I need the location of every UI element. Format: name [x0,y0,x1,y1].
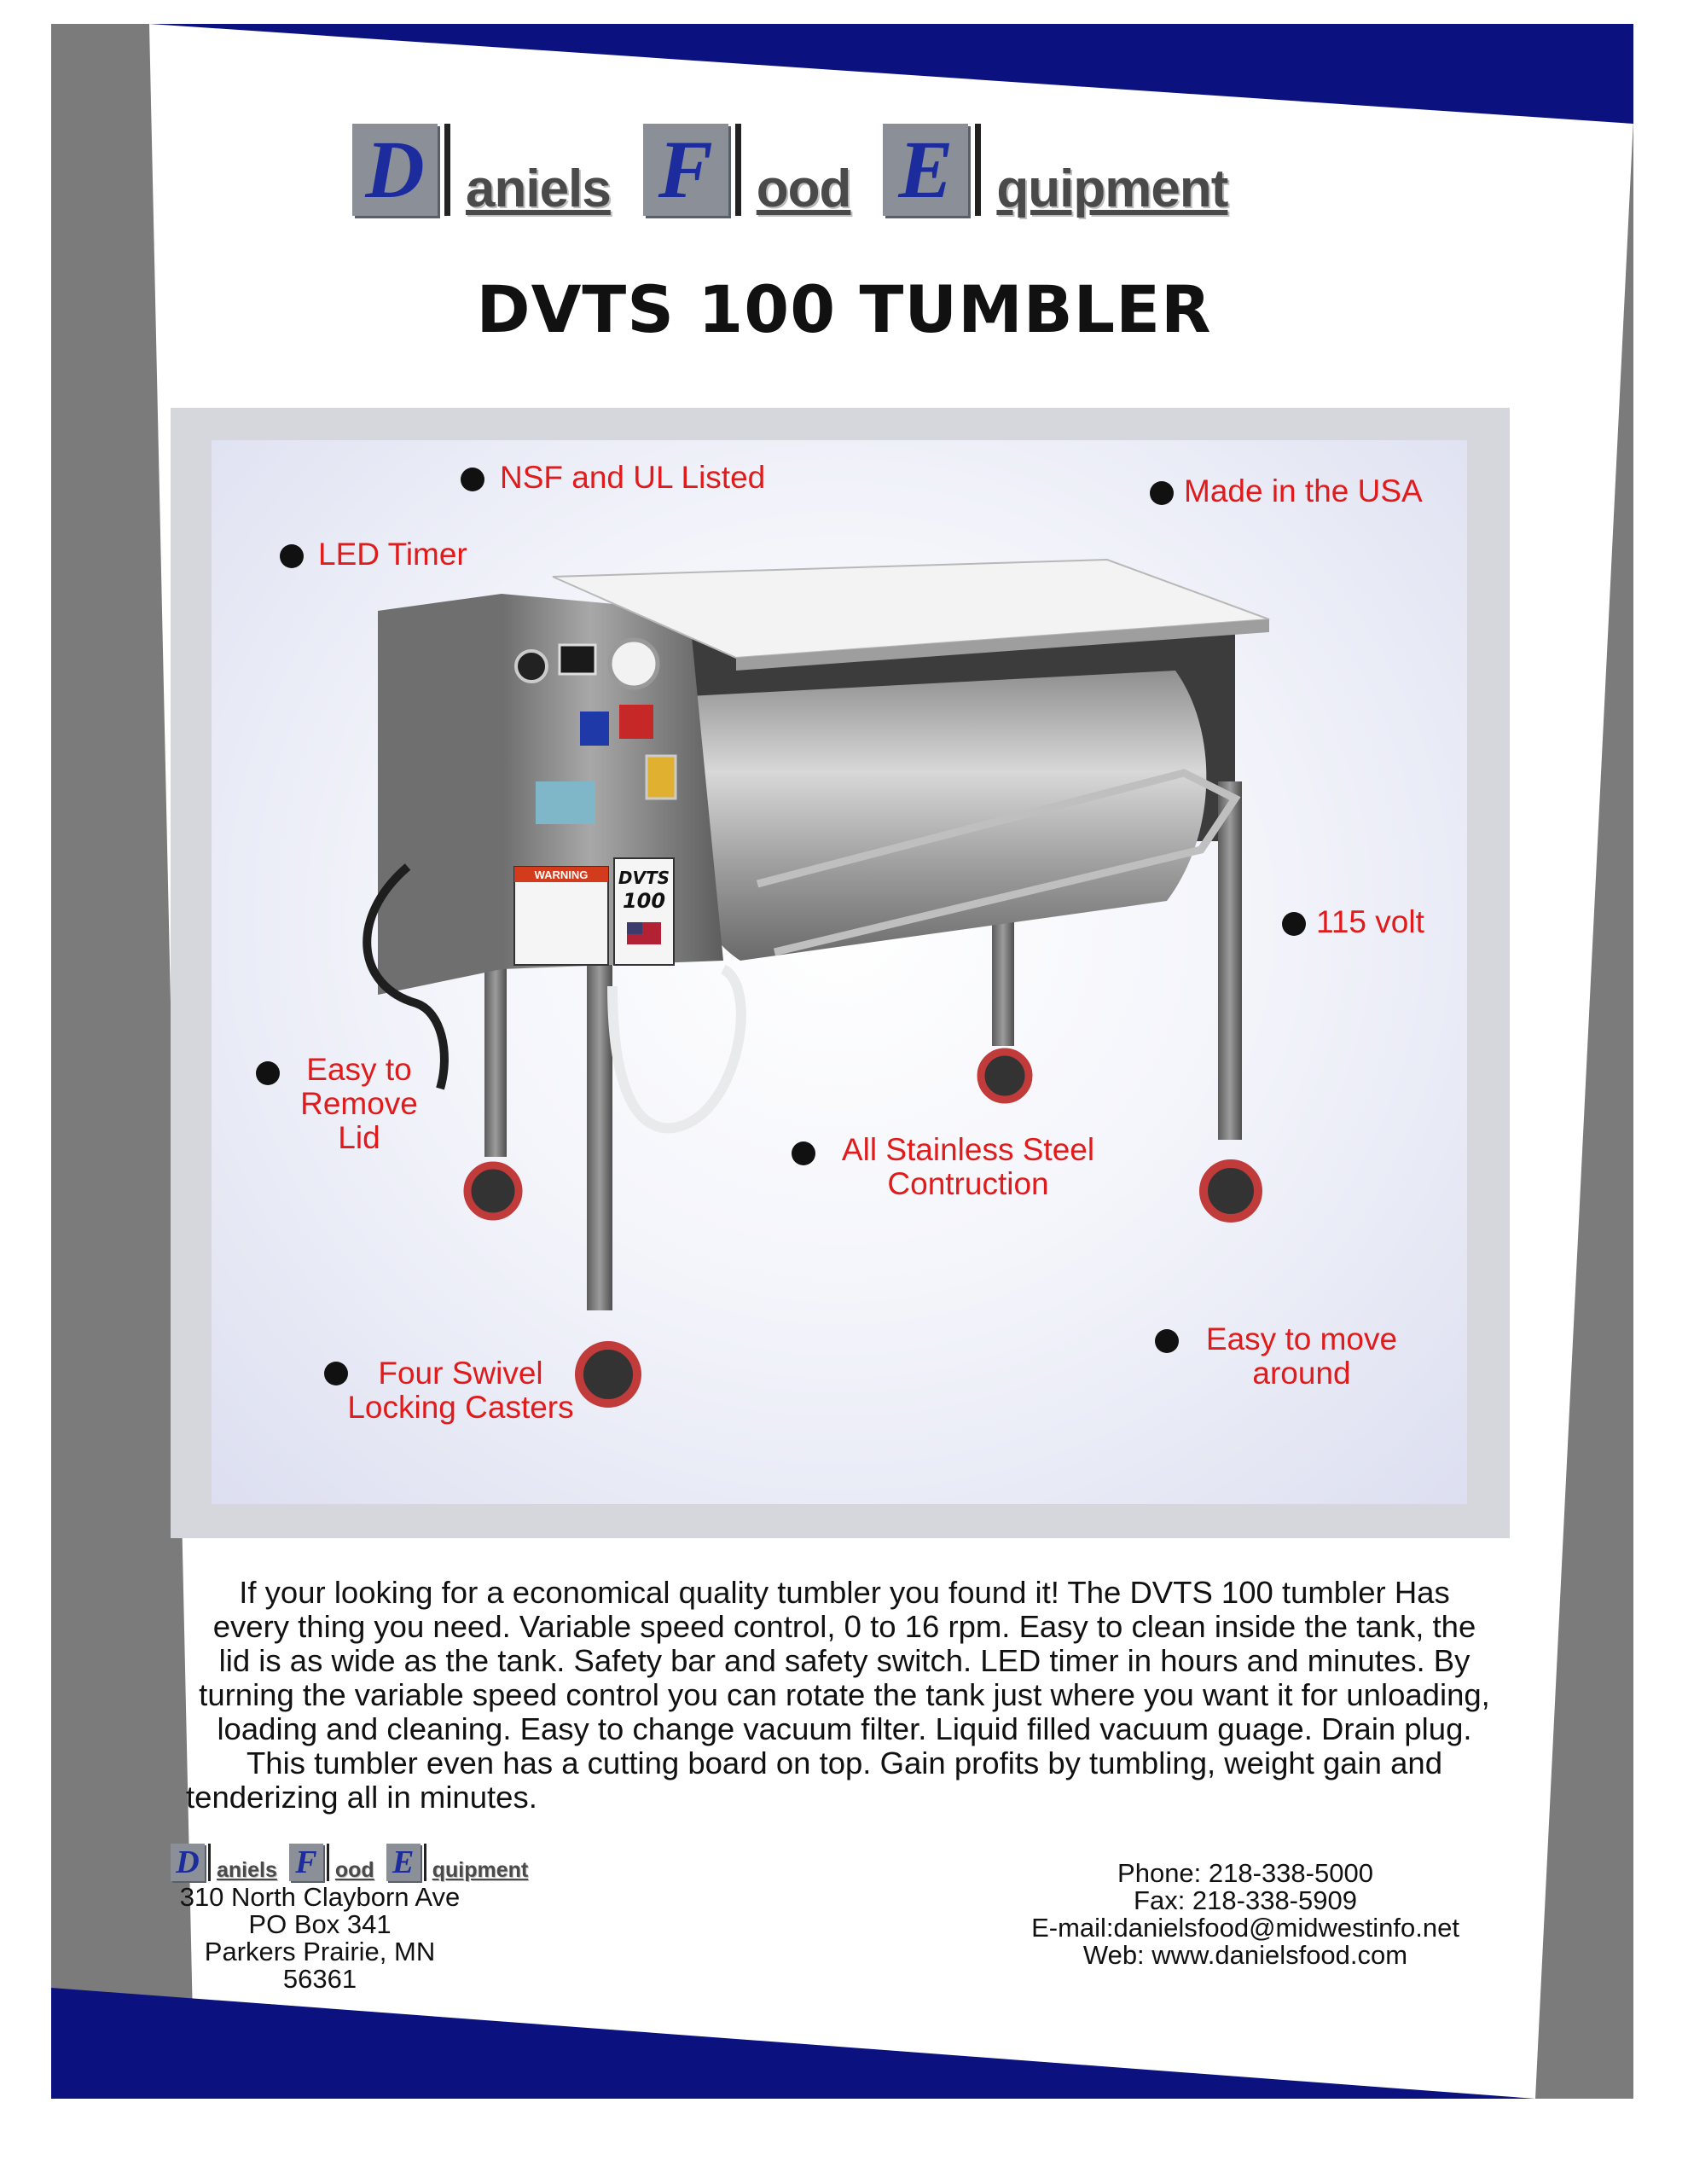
right-gray-band [1535,119,1633,2099]
logo-letter-e: E [883,124,968,216]
contact-fax: Fax: 218-338-5909 [1134,1885,1357,1915]
contact-phone: Phone: 218-338-5000 [1117,1858,1373,1888]
logo-letter-f: F [289,1844,323,1881]
product-description [141,1576,1548,1815]
tumbler-drum [676,671,1206,961]
logo-word-aniels: aniels [217,1858,277,1882]
company-logo [352,118,1227,216]
company-address [171,1884,469,1993]
model-plate-line2: 100 [622,889,666,913]
logo-letter-e: E [386,1844,421,1881]
top-navy-band [149,24,1633,124]
switch-blue [580,712,609,746]
contact-email: E-mail:danielsfood@midwestinfo.net [1031,1913,1459,1943]
product-photo [212,440,1467,1504]
logo-letter-f: F [643,124,728,216]
control-box-side [378,594,502,995]
caster-back-left [467,1165,519,1217]
logo-divider [208,1844,211,1881]
logo-word-quipment: quipment [432,1858,529,1882]
description-line: This tumbler even has a cutting board on top. Gain profits by tumbling, weight gain and [246,1745,1442,1780]
model-plate-line1: DVTS [618,868,670,888]
address-city: Parkers Prairie, MN 56361 [204,1937,436,1994]
logo-word-aniels: aniels [466,160,611,218]
callout-line: Contruction [887,1166,1049,1201]
callout-line: Easy to [306,1052,412,1087]
speed-dial [516,651,547,682]
company-logo-small [171,1840,528,1881]
bottom-navy-band [51,1988,1535,2099]
logo-divider [735,124,741,216]
callout-four-swivel-casters [333,1356,589,1425]
caster-back-right [981,1052,1029,1100]
callout-line: Lid [338,1120,380,1155]
leg-front-right [1218,781,1242,1140]
logo-divider [327,1844,329,1881]
logo-letter-d: D [352,124,438,216]
logo-word-ood: ood [756,160,851,218]
led-timer-display [560,645,595,674]
caster-front-right [1204,1164,1258,1218]
bullet-dot [461,468,484,491]
contact-web: Web: www.danielsfood.com [1082,1940,1408,1970]
bullet-dot [1155,1329,1179,1353]
description-line: every thing you need. Variable speed control, 0 to 16 rpm. Easy to clean inside the tank, the [212,1609,1476,1644]
description-line: tenderizing all in minutes. [186,1780,537,1815]
bullet-dot [792,1141,815,1165]
description-line: lid is as wide as the tank. Safety bar and safety switch. LED timer in hours and minutes. By [218,1643,1470,1678]
callout-easy-remove-lid [287,1053,432,1155]
logo-word-ood: ood [334,1858,374,1882]
vacuum-gauge [610,640,658,688]
product-title: DVTS 100 TUMBLER [476,271,1212,347]
bullet-dot [280,544,304,568]
callout-line: All Stainless Steel [841,1132,1095,1167]
callout-line: around [1252,1356,1351,1391]
company-contact [1028,1860,1463,1969]
description-line: loading and cleaning. Easy to change vacuum filter. Liquid filled vacuum guage. Drain plug. [217,1711,1472,1746]
logo-divider [444,124,450,216]
callout-115-volt: 115 volt [1316,904,1424,939]
callout-stainless-steel [827,1133,1109,1201]
vacuum-filter [647,756,676,799]
callout-line: Locking Casters [347,1390,574,1425]
callout-line: Four Swivel [378,1356,543,1391]
callout-easy-to-move [1191,1322,1412,1391]
logo-letter-d: D [171,1844,205,1881]
callout-led-timer: LED Timer [318,537,467,572]
info-label [536,781,595,824]
address-po-box: PO Box 341 [248,1909,392,1939]
bullet-dot [1150,481,1174,505]
logo-divider [424,1844,426,1881]
vacuum-hose [612,969,741,1128]
description-line: If your looking for a economical quality tumbler you found it! The DVTS 100 tumbler Has [239,1575,1450,1610]
callout-line: Remove [300,1086,418,1121]
description-line: turning the variable speed control you can rotate the tank just where you want it for unloading, [199,1677,1490,1712]
warning-text: WARNING [534,868,589,881]
callout-line: Easy to move [1205,1321,1398,1356]
callout-made-in-usa: Made in the USA [1184,473,1423,508]
bullet-dot [1282,912,1306,936]
logo-divider [975,124,981,216]
bullet-dot [256,1061,280,1085]
logo-word-quipment: quipment [996,160,1228,218]
switch-red [619,705,653,739]
usa-flag-canton [627,922,642,934]
product-photo-frame [171,408,1510,1538]
address-street: 310 North Clayborn Ave [179,1882,461,1912]
callout-nsf-ul: NSF and UL Listed [500,460,766,495]
